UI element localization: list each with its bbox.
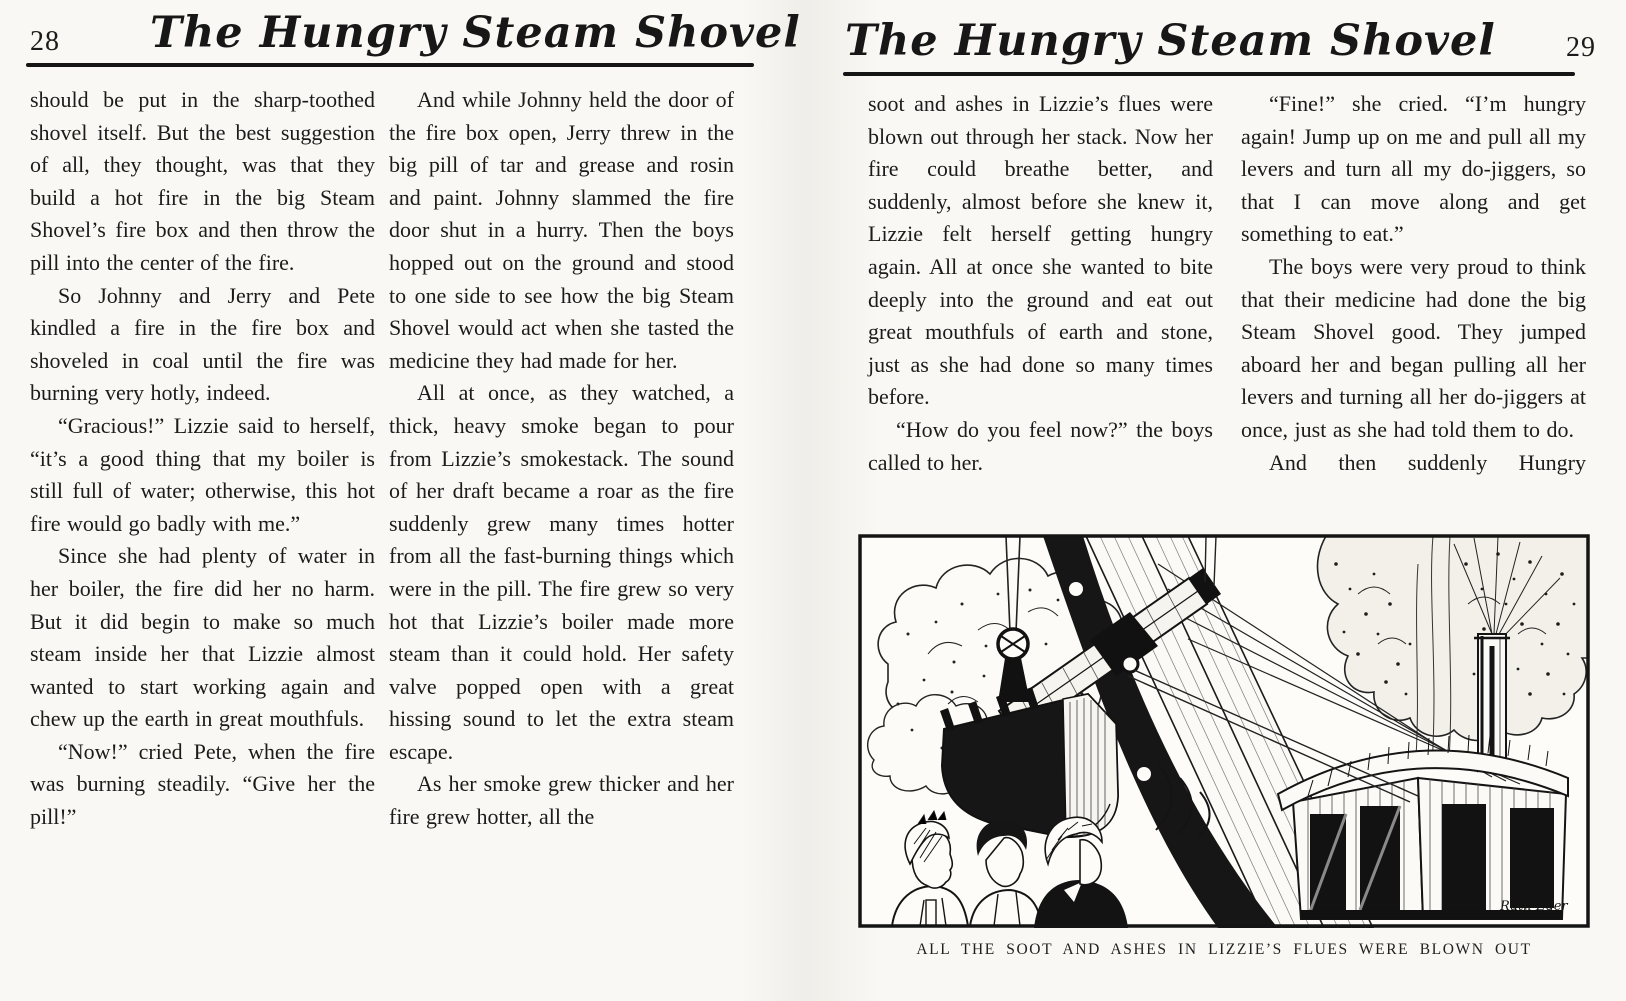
book-title-right: The Hungry Steam Shovel [845, 16, 1496, 66]
right-page-columns [868, 88, 1586, 479]
header-rule-left [26, 63, 754, 67]
right-page-column-2 [1241, 88, 1586, 479]
paragraph: And while Johnny held the door of the fire box open, Jerry threw in the big pill of tar and grease and rosin and paint. Johnny slammed the fire door shut in a hurry. Then the boys hopped out on the ground and stood to one side to see how the big Steam Shovel would act when she tasted the medicine they had made for her. [389, 87, 734, 373]
right-page-column-1 [868, 88, 1213, 479]
paragraph: All at once, as they watched, a thick, heavy smoke began to pour from Lizzie’s smokestack. The sound of her draft became a roar as the fire suddenly grew many times hotter from all the fast-burning things which were in the pill. The fire grew so very hot that Lizzie’s boiler made more steam than it could hold. Her safety valve popped open with a great hissing sound to let the extra steam escape. [389, 380, 734, 764]
header-rule-right [843, 72, 1575, 76]
left-page-column-1 [30, 84, 375, 834]
paragraph: And then suddenly Hungry [1269, 449, 1586, 475]
paragraph: “Gracious!” Lizzie said to herself, “it’s a good thing that my boiler is still full of water; otherwise, this hot fire would go badly with me.” [30, 412, 375, 536]
left-page-column-2 [389, 84, 734, 834]
paragraph: soot and ashes in Lizzie’s flues were blown out through her stack. Now her fire could breathe better, and suddenly, almost before she knew it, Lizzie felt herself getting hungry again. All at once she wanted to bite deeply into the ground and eat out great mouthfuls of earth and stone, just as she had done so many times before. [868, 91, 1213, 410]
page-number-right: 29 [1566, 32, 1596, 63]
cab-window [1442, 804, 1486, 910]
illustration-image [858, 534, 1590, 928]
paragraph: As her smoke grew thicker and her fire grew hotter, all the [389, 771, 734, 830]
steam-shovel-illustration [858, 534, 1590, 959]
paragraph: “How do you feel now?” the boys called to her. [868, 416, 1213, 475]
paragraph: So Johnny and Jerry and Pete kindled a fire in the fire box and shoveled in coal until the fire was burning very hotly, indeed. [30, 282, 375, 406]
page-number-left: 28 [30, 26, 60, 57]
paragraph: The boys were very proud to think that their medicine had done the big Steam Shovel good. They jumped aboard her and began pulling all her levers and turning all her do-jiggers at once, just as she had told them to do. [1241, 253, 1586, 442]
paragraph: should be put in the sharp-toothed shovel itself. But the best suggestion of all, they thought, was that they build a hot fire in the big Steam Shovel’s fire box and then throw the pill into the center of the fire. [30, 87, 375, 275]
cab-window [1510, 808, 1554, 908]
paragraph: Since she had plenty of water in her boiler, the fire did her no harm. But it did begin to make so much steam inside her that Lizzie almost wanted to start working again and chew up the earth in great mouthfuls. [30, 543, 375, 732]
illustration-caption: ALL THE SOOT AND ASHES IN LIZZIE’S FLUES WERE BLOWN OUT [916, 941, 1532, 958]
left-page-columns [30, 84, 734, 834]
boys-watching [892, 811, 1128, 928]
book-title-left: The Hungry Steam Shovel [150, 8, 801, 58]
artist-signature: Ruth Eger [1500, 899, 1568, 914]
paragraph: “Fine!” she cried. “I’m hungry again! Jump up on me and pull all my levers and turn all my do-jiggers, so that I can move along and get something to eat.” [1241, 91, 1586, 247]
paragraph: “Now!” cried Pete, when the fire was burning steadily. “Give her the pill!” [30, 738, 375, 830]
page-29 [813, 0, 1626, 1001]
smokestack [1474, 634, 1510, 766]
